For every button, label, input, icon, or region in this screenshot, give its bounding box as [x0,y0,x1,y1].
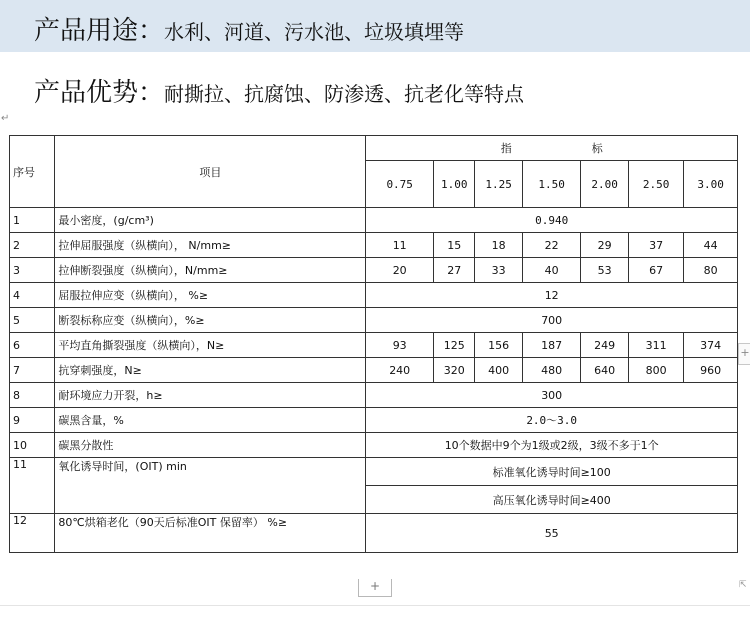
merged-value-cell: 2.0～3.0 [366,408,738,433]
thickness-cell: 1.25 [475,161,522,208]
advantage-text: 耐撕拉、抗腐蚀、防渗透、抗老化等特点 [164,82,525,106]
value-cell: 640 [581,358,628,383]
value-cell: 374 [684,333,738,358]
row-item: 碳黑含量，% [55,408,366,433]
row-number: 11 [10,458,55,514]
table-row [10,514,738,553]
index-char-1: 指 [500,142,512,155]
usage-text: 水利、河道、污水池、垃圾填埋等 [164,20,465,44]
advantage-line [34,72,524,109]
value-cell: 22 [522,233,581,258]
row-number: 1 [10,208,55,233]
table-row [10,283,738,308]
index-header [366,136,738,161]
value-cell: 156 [475,333,522,358]
row-number: 5 [10,308,55,333]
value-cell: 480 [522,358,581,383]
add-row-icon[interactable]: + [358,579,392,597]
row-number: 3 [10,258,55,283]
table-row [10,333,738,358]
merged-value-cell: 300 [366,383,738,408]
usage-label: 产品用途： [34,16,165,46]
table-row [10,233,738,258]
table-row [10,208,738,233]
merged-value-cell: 高压氧化诱导时间≥400 [366,486,738,514]
advantage-label: 产品优势： [34,78,165,108]
row-number: 8 [10,383,55,408]
row-item: 断裂标称应变（纵横向），%≥ [55,308,366,333]
spec-table [9,135,738,553]
usage-line [34,10,464,47]
value-cell: 400 [475,358,522,383]
merged-value-cell: 12 [366,283,738,308]
merged-value-cell: 700 [366,308,738,333]
thickness-cell: 2.00 [581,161,628,208]
value-cell: 15 [434,233,475,258]
index-char-2: 标 [591,142,603,155]
value-cell: 67 [628,258,684,283]
value-cell: 125 [434,333,475,358]
row-item: 耐环境应力开裂，h≥ [55,383,366,408]
value-cell: 53 [581,258,628,283]
table-row [10,308,738,333]
value-cell: 40 [522,258,581,283]
row-number: 6 [10,333,55,358]
value-cell: 93 [366,333,434,358]
thickness-cell: 3.00 [684,161,738,208]
row-number: 10 [10,433,55,458]
merged-value-cell: 10个数据中9个为1级或2级，3级不多于1个 [366,433,738,458]
row-item: 最小密度，(g/cm³) [55,208,366,233]
row-item: 屈服拉伸应变（纵横向）， %≥ [55,283,366,308]
col-no-header: 序号 [10,136,55,208]
merged-value-cell: 标准氧化诱导时间≥100 [366,458,738,486]
merged-value-cell: 0.940 [366,208,738,233]
add-column-icon[interactable]: + [738,343,750,365]
table-row [10,433,738,458]
merged-value-cell: 55 [366,514,738,553]
value-cell: 960 [684,358,738,383]
value-cell: 800 [628,358,684,383]
row-number: 2 [10,233,55,258]
row-item: 80℃烘箱老化（90天后标准OIT 保留率） %≥ [55,514,366,553]
thickness-cell: 0.75 [366,161,434,208]
row-item: 碳黑分散性 [55,433,366,458]
value-cell: 11 [366,233,434,258]
value-cell: 311 [628,333,684,358]
value-cell: 27 [434,258,475,283]
value-cell: 37 [628,233,684,258]
value-cell: 80 [684,258,738,283]
row-number: 7 [10,358,55,383]
thickness-cell: 1.00 [434,161,475,208]
paragraph-marker-icon: ↵ [1,113,10,124]
row-item: 拉伸断裂强度（纵横向），N/mm≥ [55,258,366,283]
value-cell: 320 [434,358,475,383]
value-cell: 20 [366,258,434,283]
table-row [10,383,738,408]
row-item: 氧化诱导时间，(OIT) min [55,458,366,514]
row-item: 拉伸屈服强度（纵横向）， N/mm≥ [55,233,366,258]
value-cell: 44 [684,233,738,258]
resize-handle-icon[interactable]: ⇱ [739,580,747,590]
table-row [10,408,738,433]
row-number: 4 [10,283,55,308]
row-item: 平均直角撕裂强度（纵横向），N≥ [55,333,366,358]
thickness-cell: 1.50 [522,161,581,208]
table-row [10,258,738,283]
value-cell: 240 [366,358,434,383]
value-cell: 33 [475,258,522,283]
row-number: 12 [10,514,55,553]
table-row [10,358,738,383]
value-cell: 187 [522,333,581,358]
row-number: 9 [10,408,55,433]
row-item: 抗穿刺强度，N≥ [55,358,366,383]
table-row [10,458,738,486]
value-cell: 18 [475,233,522,258]
value-cell: 249 [581,333,628,358]
value-cell: 29 [581,233,628,258]
col-item-header: 项目 [55,136,366,208]
divider [0,605,750,606]
thickness-cell: 2.50 [628,161,684,208]
